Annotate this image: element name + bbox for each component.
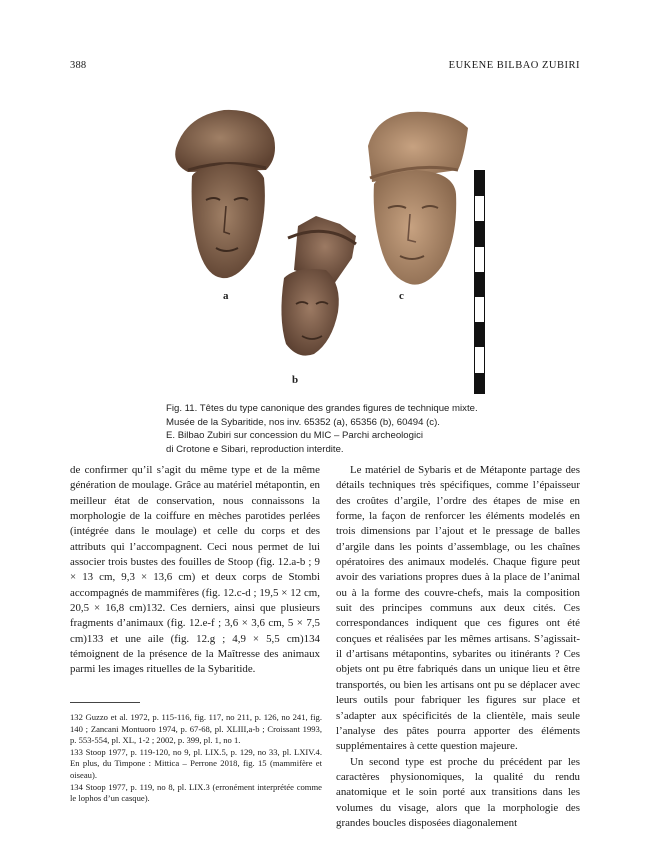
footnotes bbox=[70, 712, 322, 805]
label-c: c bbox=[399, 290, 404, 302]
footnote-132: 132 Guzzo et al. 1972, p. 115-116, fig. 117, no 211, p. 126, no 241, fig. 140 ; Zancani Montuoro 1974, p. 67-68, pl. XLIII,a-b ; Croissant 1993, p. 553-554, pl. XL, 1-2 ; 2002, p. 399, pl. 1, no 1. bbox=[70, 712, 322, 746]
running-author: EUKENE BILBAO ZUBIRI bbox=[448, 60, 580, 71]
footnote-134: 134 Stoop 1977, p. 119, no 8, pl. LIX.3 (erronément interprétée comme le lophos d’un casque). bbox=[70, 781, 322, 804]
head-b bbox=[281, 216, 356, 356]
head-a bbox=[175, 110, 275, 278]
caption-line-1: Fig. 11. Têtes du type canonique des grandes figures de technique mixte. bbox=[166, 403, 478, 414]
footnote-133: 133 Stoop 1977, p. 119-120, no 9, pl. LIX.5, p. 129, no 33, pl. LXIV.4. En plus, du Timpone : Mittica – Perrone 2018, fig. 15 (mammifère et oiseau). bbox=[70, 746, 322, 780]
running-header bbox=[70, 60, 580, 76]
scale-bar bbox=[474, 170, 485, 394]
terracotta-heads-image bbox=[166, 98, 493, 394]
figure-caption bbox=[166, 402, 506, 456]
label-a: a bbox=[223, 290, 229, 302]
footnote-separator bbox=[70, 702, 140, 703]
caption-line-2: Musée de la Sybaritide, nos inv. 65352 (a), 65356 (b), 60494 (c). bbox=[166, 416, 440, 428]
right-paragraph-2: Un second type est proche du précédent par les caractères physionomiques, la qualité du rendu anatomique et le soin porté aux transitions dans les volumes du visage, alors que la morphologie des grandes boucles disposées diagonalement bbox=[336, 755, 580, 829]
right-column bbox=[336, 463, 580, 831]
caption-line-4: di Crotone e Sibari, reproduction interdite. bbox=[166, 443, 344, 455]
head-c bbox=[368, 112, 468, 285]
left-column bbox=[70, 463, 320, 678]
label-b: b bbox=[292, 374, 299, 386]
caption-line-3: E. Bilbao Zubiri sur concession du MIC – Parchi archeologici bbox=[166, 430, 424, 442]
right-paragraph-1: Le matériel de Sybaris et de Métaponte partage des détails techniques très spécifiques, comme l’épaisseur des croûtes d’argile, l’ordre des étapes de mise en forme, la façon de renforcer les éléments modelés en trois dimensions par l’ajout et le pressage de balles d’argile dans les points d’assemblage, ou les chaînes opératoires des animaux modelés. Chaque figure peut avoir des variations propres dues à la place de l’animal ou à la forme des couvre-chefs, mais la composition suit des principes communs aux deux cités. Ces correspondances indiquent que ces figures ont été conçues et réalisées par les mêmes artisans. S’agissait-il d’artisans métapontins, sybarites ou itinérants ? Ces objets ont pu être fabriqués dans un unique lieu et être transportés, ou bien les artisans ont pu se déplacer avec leurs outils pour fabriquer les figures sur place et s’adapter aux spécificités de la clientèle, mais seule l’analyse des pâtes pourra apporter des éléments supplémentaires à cette question majeure. bbox=[336, 464, 580, 753]
page-number: 388 bbox=[70, 60, 87, 71]
figure-photograph bbox=[166, 98, 493, 394]
left-paragraph: de confirmer qu’il s’agit du même type et de la même génération de moulage. Grâce au matériel métapontin, en meilleur état de conservation, nous connaissons la morphologie de la coiffure en mèches parotides perlées (intégrée dans le moulage) et celle du corps et des attributs qui l’accompagnent. Ceci nous permet de lui associer trois bustes des fouilles de Stoop (fig. 12.a-b ; 9 × 13 cm, 9,3 × 13,6 cm) et deux corps de Stombi accompagnés de mammifères (fig. 12.c-d ; 19,5 × 12 cm, 20,5 × 16,8 cm)132. Ces derniers, ainsi que plusieurs fragments d’animaux (fig. 12.e-f ; 3,6 × 3,6 cm, 5 × 7,5 cm)133 et une aile (fig. 12.g ; 4,9 × 5,5 cm)134 témoignent de la présence de la Maîtresse des animaux parmi les images rituelles de la Sybaritide. bbox=[70, 464, 320, 676]
